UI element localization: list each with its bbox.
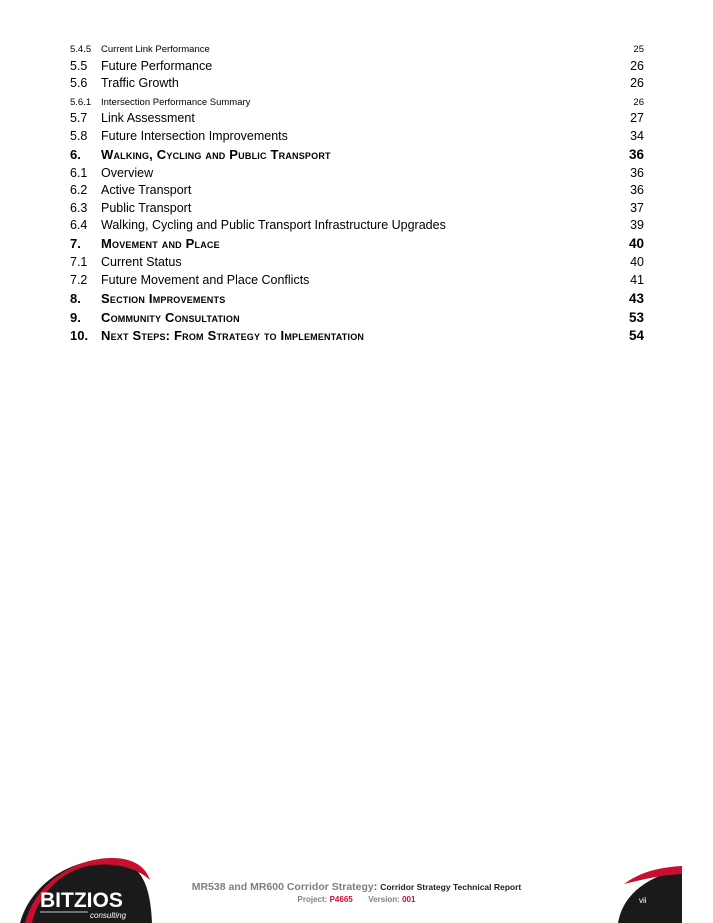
toc-title: Future Performance [101,59,213,73]
toc-number: 6.3 [70,201,88,215]
doc-title: MR538 and MR600 Corridor Strategy [191,881,374,893]
toc-number: 5.6.1 [70,97,92,108]
toc-number: 5.8 [70,129,88,143]
toc-number: 6.1 [70,166,88,180]
toc-number: 5.7 [70,111,88,125]
toc-title: Next Steps: From Strategy to Implementation [101,328,365,343]
version-value: 001 [402,895,416,904]
toc-page: 26 [633,97,644,108]
toc-number: 8. [70,291,81,306]
toc-number: 6. [70,147,81,162]
toc-title: Active Transport [101,183,192,197]
toc-page: 43 [628,291,644,306]
toc-page: 36 [630,183,644,197]
doc-subtitle: Corridor Strategy Technical Report [380,882,522,892]
toc-title: Traffic Growth [101,76,179,90]
toc-title: Link Assessment [101,111,195,125]
project-label: Project: [297,895,328,904]
toc-title: Section Improvements [101,291,226,306]
toc-page: 41 [630,273,644,287]
project-value: P4665 [329,895,353,904]
toc-page: 27 [630,111,644,125]
toc-number: 5.5 [70,59,88,73]
toc-number: 5.6 [70,76,88,90]
toc-page: 36 [628,147,644,162]
toc-page: 54 [628,328,644,343]
toc-number: 7. [70,236,81,251]
toc-title: Future Intersection Improvements [101,129,288,143]
toc-page: 34 [630,129,644,143]
logo-subtext: consulting [90,911,127,920]
toc-number: 6.4 [70,218,88,232]
toc-title: Movement and Place [101,236,220,251]
doc-colon: : [373,881,378,893]
toc-title: Intersection Performance Summary [101,97,251,108]
toc-number: 7.2 [70,273,88,287]
toc-title: Current Link Performance [101,44,210,55]
page-number: vii [639,896,647,905]
toc-title: Public Transport [101,201,192,215]
version-label: Version: [368,895,400,904]
toc-title: Walking, Cycling and Public Transport [101,147,331,162]
toc-number: 7.1 [70,255,88,269]
toc-number: 5.4.5 [70,44,92,55]
toc-page: 25 [633,44,644,55]
toc-page: 39 [630,218,644,232]
toc-page: 26 [630,76,644,90]
footer-document-title [0,881,713,893]
toc-title: Future Movement and Place Conflicts [101,273,310,287]
toc-page: 40 [630,255,644,269]
logo-text: BITZIOS [40,889,123,912]
toc-title: Current Status [101,255,182,269]
toc-page: 53 [628,310,644,325]
toc-title: Walking, Cycling and Public Transport Infrastructure Upgrades [101,218,446,232]
toc-page: 36 [630,166,644,180]
toc-title: Overview [101,166,154,180]
toc-page: 40 [628,236,644,251]
toc-page: 26 [630,59,644,73]
toc-title: Community Consultation [101,310,240,325]
footer-project-line [0,895,713,904]
toc-number: 9. [70,310,81,325]
toc-number: 6.2 [70,183,88,197]
toc-number: 10. [70,328,89,343]
toc-page: 37 [630,201,644,215]
